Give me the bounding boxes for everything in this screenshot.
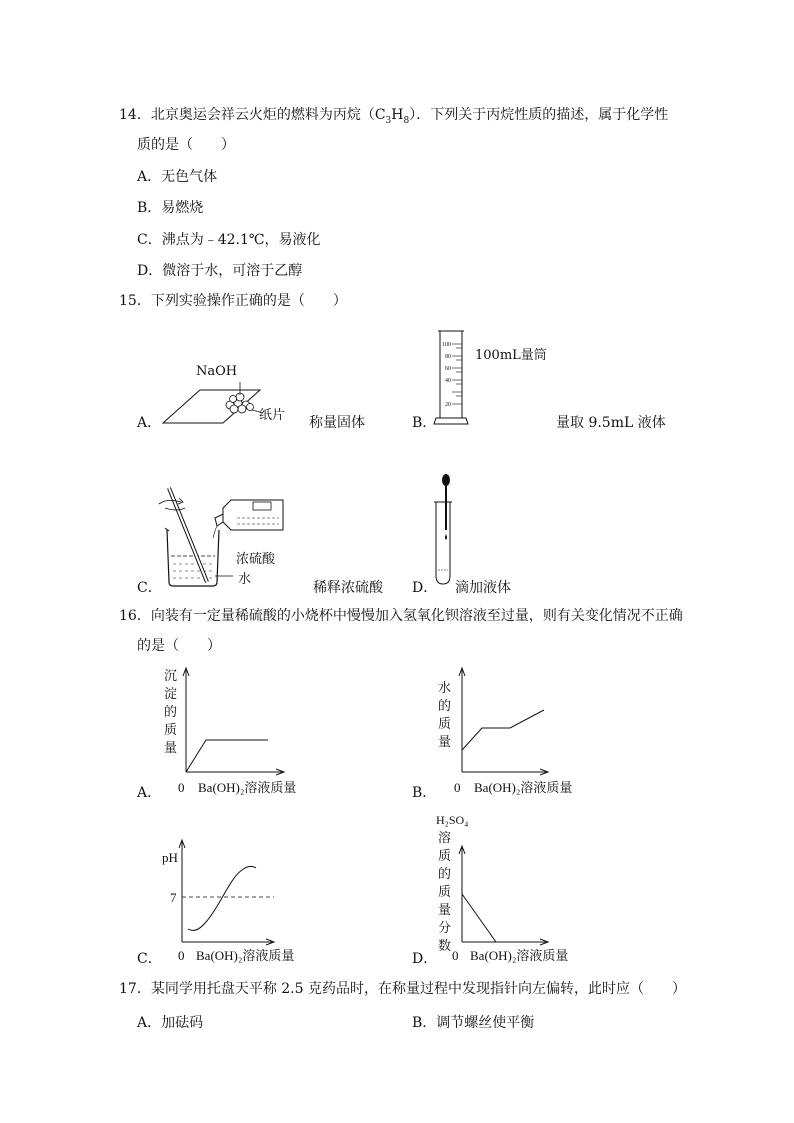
graph-d-ylabel-2: 的 (438, 866, 452, 881)
q15-b-caption: 量取 9.5mL 液体 (556, 415, 666, 431)
graph-c-ylabel: pH (162, 850, 178, 865)
q14-option-c: C．沸点为﹣42.1℃，易液化 (137, 232, 321, 248)
graph-b-line (462, 710, 544, 750)
graph-c (150, 830, 310, 965)
q14-option-a: A．无色气体 (137, 169, 218, 185)
graph-a-ylabel-0: 沉 (164, 668, 178, 683)
graph-c-ref-7: 7 (170, 890, 177, 905)
graph-d-ylabel-6: 数 (438, 938, 452, 953)
cylinder-tick-80: 80 (445, 354, 451, 360)
q16-option-c-letter: C． (137, 951, 162, 967)
q15-stem: 15．下列实验操作正确的是（ ） (119, 293, 347, 309)
graph-a (150, 660, 310, 795)
naoh-label: NaOH (196, 364, 238, 379)
graph-b (426, 660, 586, 795)
graph-d-ylabel-0: 溶 (438, 830, 452, 845)
cylinder-tick-20: 20 (445, 402, 451, 408)
q14-option-d: D．微溶于水，可溶于乙醇 (137, 263, 303, 279)
naoh-pellets (226, 393, 254, 413)
q17-stem: 17．某同学用托盘天平称 2.5 克药品时，在称量过程中发现指针向左偏转，此时应（ ） (119, 981, 686, 997)
graph-b-axes (459, 668, 548, 775)
graph-d (426, 808, 586, 964)
q15-c-caption: 稀释浓硫酸 (313, 580, 383, 596)
graph-d-ylabel-4: 量 (438, 902, 452, 917)
q16-stem-line1: 16．向装有一定量稀硫酸的小烧杯中慢慢加入氢氧化钡溶液至过量，则有关变化情况不正确 (119, 608, 683, 624)
graph-a-ylabel-2: 的 (164, 704, 178, 719)
graph-a-axes (183, 668, 284, 775)
cylinder-tick-100: 100 (442, 342, 451, 348)
dropper-test-tube-figure (428, 472, 458, 590)
graph-d-line (462, 894, 496, 942)
graph-b-ylabel-3: 量 (438, 734, 452, 749)
q15-d-caption: 滴加液体 (455, 580, 511, 596)
cylinder-tick-40: 40 (445, 378, 451, 384)
concentrated-acid-label: 浓硫酸 (236, 552, 276, 567)
graph-a-xlabel: Ba(OH)₂溶液质量 (198, 780, 297, 795)
graph-a-ylabel-4: 量 (164, 740, 178, 755)
q15-option-c-letter: C． (137, 580, 162, 596)
water-label: 水 (238, 572, 252, 587)
q14-stem-line1: 14．北京奥运会祥云火炬的燃料为丙烷$(C_3H_8)$．下列关于丙烷性质的描述，属于化学性 (119, 107, 669, 126)
graph-a-ylabel-3: 质 (164, 722, 178, 737)
graph-d-xlabel: Ba(OH)₂溶液质量 (470, 948, 569, 963)
q16-option-a-letter: A． (137, 785, 162, 801)
graph-b-ylabel-1: 的 (438, 698, 452, 713)
q15-a-caption: 称量固体 (309, 415, 365, 431)
q17-option-b: B．调节螺丝使平衡 (412, 1015, 535, 1031)
graph-c-axes (179, 840, 274, 945)
q16-option-b-letter: B． (412, 785, 437, 801)
graph-d-axes (459, 846, 548, 945)
cylinder-tick-60: 60 (445, 366, 451, 372)
graph-d-ylabel-top: H₂SO₄ (436, 813, 469, 827)
q14-stem-line2: 质的是（ ） (137, 137, 235, 153)
graph-b-ylabel-0: 水 (438, 680, 452, 695)
q14-option-b: B．易燃烧 (137, 200, 204, 216)
q17-option-a: A．加砝码 (137, 1015, 204, 1031)
q15-option-b-letter: B． (412, 415, 437, 431)
graph-a-ylabel-1: 淀 (164, 686, 178, 701)
graph-d-ylabel-3: 质 (438, 884, 452, 899)
graph-b-ylabel-2: 质 (438, 716, 452, 731)
graph-a-line (186, 740, 268, 772)
graph-d-origin: 0 (452, 948, 459, 963)
graph-c-curve (188, 866, 256, 930)
q15-option-d-letter: D． (412, 580, 438, 596)
dilution-figure (155, 478, 295, 590)
graph-a-origin: 0 (178, 780, 185, 795)
graph-d-ylabel-1: 质 (438, 848, 452, 863)
graph-c-xlabel: Ba(OH)₂溶液质量 (196, 948, 295, 963)
graph-b-origin: 0 (454, 780, 461, 795)
cylinder-label: 100mL量筒 (475, 348, 547, 363)
graph-b-xlabel: Ba(OH)₂溶液质量 (474, 780, 573, 795)
paper-label: 纸片 (259, 408, 286, 423)
q16-option-d-letter: D． (412, 951, 438, 967)
graph-d-ylabel-5: 分 (438, 920, 452, 935)
q16-stem-line2: 的是（ ） (137, 638, 221, 654)
graduated-cylinder-figure (432, 328, 482, 428)
graph-c-origin: 0 (178, 948, 185, 963)
q15-option-a-letter: A． (137, 415, 162, 431)
